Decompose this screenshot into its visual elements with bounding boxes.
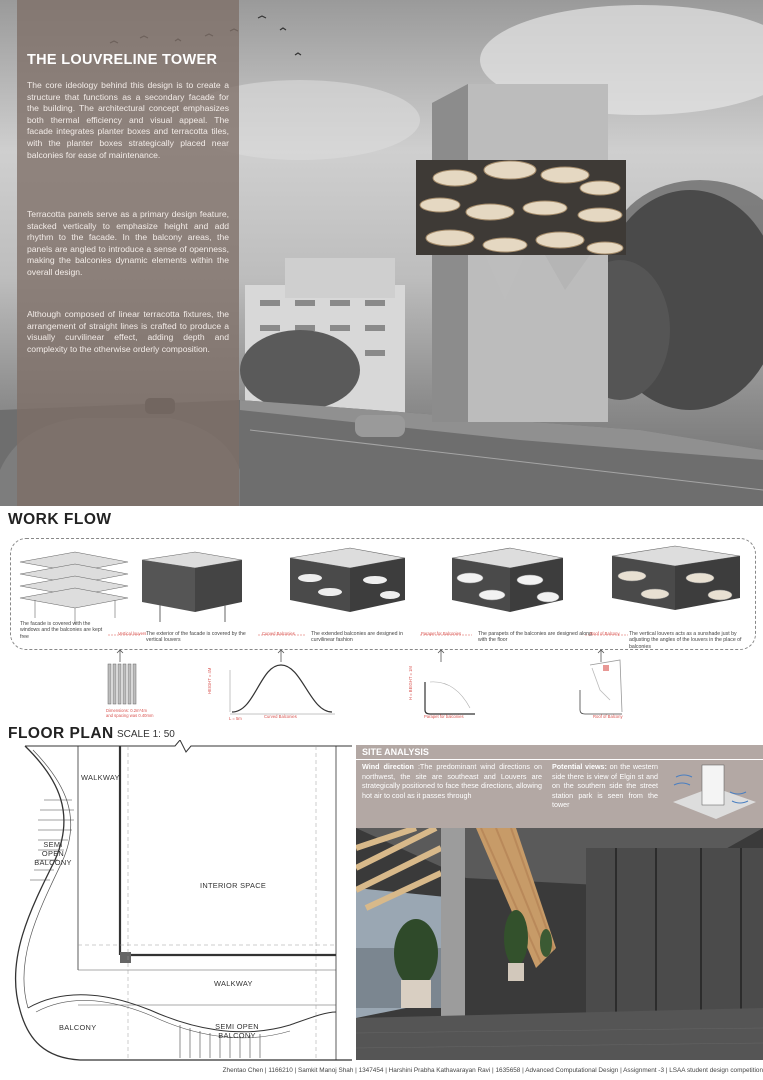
page-title: THE LOUVRELINE TOWER xyxy=(27,52,218,68)
plan-label-walkway-bottom: WALKWAY xyxy=(214,979,253,988)
workflow-step-5-caption: The vertical louvers acts as a sunshade just by adjusting the angles of the louvers in the place of balconies xyxy=(629,631,742,650)
site-analysis-title: SITE ANALYSIS xyxy=(362,747,429,757)
workflow-step-3-model xyxy=(290,548,405,612)
footer-credits: Zhentao Chen | 1166210 | Samkit Manoj Shah | 1347454 | Harshini Prabha Kathavarayan Ravi | 1635658 | Advanced Computational Design | Assignment -3 | LSAA student design competition xyxy=(222,1067,763,1074)
workflow-step-1-model xyxy=(20,552,128,624)
interior-render-image xyxy=(356,828,763,1060)
detail-parapet-vertical: H = BEIGHT = 1M xyxy=(408,666,413,700)
site-wind-label: Wind direction xyxy=(362,762,414,771)
workflow-step-2-caption: The exterior of the facade is covered by the vertical louvers xyxy=(146,631,246,644)
detail-curve-axis: L = 5m xyxy=(229,716,242,721)
intro-paragraph-3: Although composed of linear terracotta fixtures, the arrangement of straight lines is crafted to produce a visually curvilinear effect, adding depth and complexity to the otherwise orderly composition. xyxy=(27,309,229,354)
floorplan-scale: SCALE 1: 50 xyxy=(117,729,175,740)
intro-paragraph-2: Terracotta panels serve as a primary design feature, stacked vertically to emphasize height and add rhythm to the facade. In the balcony areas, the panels are angled to introduce a sense of openness, making the balconies dynamic elements within the overall design. xyxy=(27,209,229,277)
workflow-step-3-caption: The extended balconies are designed in curvilinear fashion xyxy=(311,631,403,644)
floor-plan-drawing xyxy=(0,740,356,1066)
workflow-step-1-caption: The facade is covered with the windows and the balconies are kept free xyxy=(20,621,103,640)
site-wind-body: :The predominant wind directions on northwest, the site are southeast and Louvers are strategically positioned to face these directions, allowing hot air to cool as it passes through xyxy=(362,762,542,800)
site-views-label: Potential views: xyxy=(552,762,607,771)
detail-curve xyxy=(230,665,335,714)
workflow-step-4-tag: Parapet for Balconies xyxy=(421,631,462,636)
workflow-step-5-model xyxy=(612,546,740,610)
site-views-body: on the western side there is view of Elgin st and on the southern side the street station park is seen from the tower xyxy=(552,762,658,810)
workflow-step-3-tag: Curved Balconies xyxy=(262,631,295,636)
plan-label-balcony: BALCONY xyxy=(59,1023,97,1032)
detail-curve-label: Curved Balconies xyxy=(264,714,297,719)
plan-label-walkway-top: WALKWAY xyxy=(81,773,120,782)
plan-label-interior: INTERIOR SPACE xyxy=(200,881,267,890)
site-diagram xyxy=(668,757,760,825)
detail-roof-label: Roof of Balcony xyxy=(593,714,623,719)
detail-louvers xyxy=(108,664,136,704)
workflow-title: WORK FLOW xyxy=(8,511,112,528)
site-views-text xyxy=(552,762,658,810)
detail-parapet-label: Parapet for balconies xyxy=(424,714,464,719)
detail-roof xyxy=(580,660,622,714)
detail-parapet xyxy=(425,682,475,714)
workflow-step-2-model xyxy=(142,552,242,622)
detail-louver-note: Dimensions: 0.2m*4m and spacing was 0.40mm xyxy=(106,708,154,718)
workflow-step-2-tag: Vertical louvers xyxy=(118,631,147,636)
intro-paragraph-1: The core ideology behind this design is to create a structure that functions as a secondary facade for the building. The architectural concept emphasizes both thermal efficiency and visual appeal. The facade integrates planter boxes and terracotta tiles, with the planter boxes strategically placed near balconies for ease of maintenance. xyxy=(27,80,229,160)
workflow-step-4-model xyxy=(452,548,563,612)
workflow-step-4-caption: The parapets of the balconies are designed along with the floor xyxy=(478,631,592,644)
site-wind-text xyxy=(362,762,542,800)
workflow-step-5-tag: Roof of Balcony xyxy=(590,631,620,636)
hero-render xyxy=(0,0,763,506)
plan-label-semi-open-left: SEMI OPEN BALCONY xyxy=(34,840,72,867)
detail-curve-vertical: HEIGHT = 4M xyxy=(207,667,212,694)
site-analysis-panel xyxy=(356,745,763,828)
intro-panel xyxy=(17,0,239,506)
plan-label-semi-open-bottom: SEMI OPEN BALCONY xyxy=(215,1022,259,1040)
interior-render xyxy=(356,828,763,1060)
floorplan-title: FLOOR PLAN xyxy=(8,725,114,742)
